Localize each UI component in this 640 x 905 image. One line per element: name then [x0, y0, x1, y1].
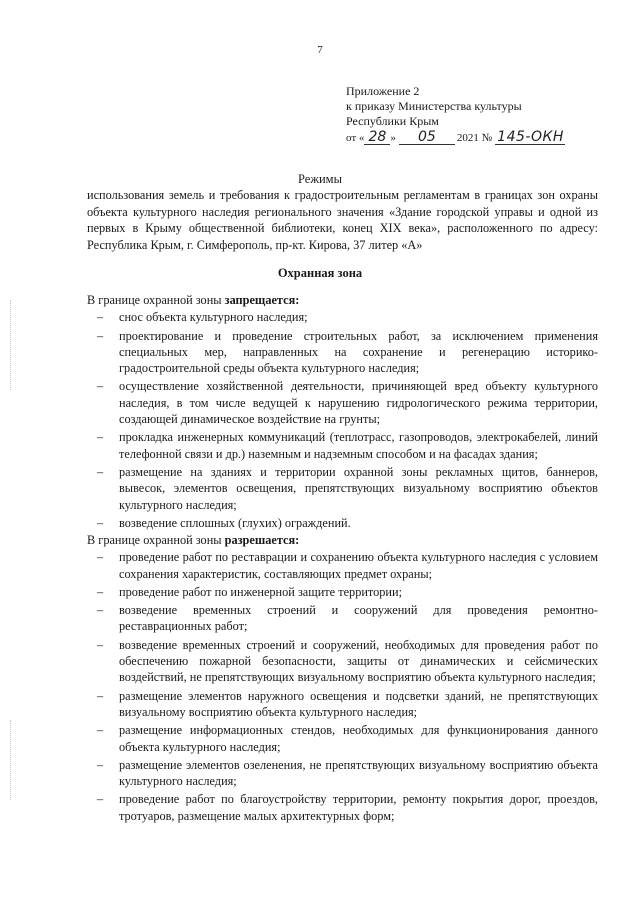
list-item — [87, 722, 598, 755]
date-year: 2021 № — [456, 132, 493, 144]
prohibited-lead-text: В границе охранной зоны — [87, 293, 225, 307]
handwritten-order-number: 145-ОКН — [497, 129, 564, 145]
page-number: 7 — [317, 44, 323, 56]
document-title: Режимы — [298, 172, 342, 186]
intro-paragraph: использования земель и требования к градостроительным регламентам в границах зон охраны объекта культурного наследия регионального значения «Здание городской управы и одной из первых в Крыму общественной библиотеки, конец XIX века», расположенного по адресу: Республика Крым, г. Симферополь, пр-кт. Кирова, 37 литер «А» — [87, 188, 598, 252]
dash-marker: – — [97, 688, 104, 703]
dash-marker: – — [97, 723, 104, 738]
permitted-lead-text: В границе охранной зоны — [87, 533, 225, 547]
list-item-text: размещение информационных стендов, необходимых для функционирования данного объекта культурного наследия; — [119, 723, 598, 754]
prohibited-lead-bold: запрещается: — [224, 293, 300, 307]
list-item-text: снос объекта культурного наследия; — [119, 310, 308, 325]
list-item-text: осуществление хозяйственной деятельности, причиняющей вред объекту культурного наследия, в том числе ведущей к нарушению гидрологического режима территории, создающей динамическое воздействие на грунты; — [119, 379, 598, 427]
list-item-text: проведение работ по инженерной защите территории; — [119, 584, 403, 599]
dash-marker: – — [97, 637, 104, 652]
date-prefix: от « — [346, 132, 365, 144]
dash-marker: – — [97, 757, 104, 772]
dash-marker: – — [97, 310, 104, 325]
dash-marker: – — [97, 550, 104, 565]
list-item — [87, 688, 598, 721]
list-item — [87, 328, 598, 377]
list-item-text: проведение работ по реставрации и сохранению объекта культурного наследия с условием сохранения характеристик, составляющих предмет охраны; — [119, 550, 598, 581]
list-item-text: размещение элементов наружного освещения и подсветки зданий, не препятствующих визуальному восприятию объекта культурного наследия; — [119, 688, 598, 719]
prohibited-list — [87, 309, 598, 531]
prohibited-block — [87, 292, 598, 533]
appendix-header — [346, 84, 565, 146]
list-item — [87, 549, 598, 582]
list-item — [87, 429, 598, 462]
list-item — [87, 378, 598, 427]
list-item — [87, 309, 598, 325]
list-item-text: проектирование и проведение строительных работ, за исключением применения специальных мер, направленных на сохранение и регенерацию историко-градостроительной среды объекта культурного наследия; — [119, 328, 598, 376]
permitted-lead-bold: разрешается: — [224, 533, 300, 547]
dash-marker: – — [97, 328, 104, 343]
appendix-line-1: Приложение 2 — [346, 84, 420, 98]
dash-marker: – — [97, 464, 104, 479]
list-item — [87, 515, 598, 531]
date-mid: » — [390, 132, 396, 144]
dash-marker: – — [97, 603, 104, 618]
permitted-lead — [87, 532, 598, 548]
dash-marker: – — [97, 515, 104, 530]
appendix-line-2: к приказу Министерства культуры — [346, 99, 522, 113]
list-item — [87, 602, 598, 635]
handwritten-day: 28 — [364, 130, 390, 145]
list-item — [87, 757, 598, 790]
list-item — [87, 791, 598, 824]
dash-marker: – — [97, 792, 104, 807]
order-date-line — [346, 130, 565, 146]
scan-margin-marks — [10, 300, 13, 390]
prohibited-lead — [87, 292, 598, 308]
list-item-text: возведение сплошных (глухих) ограждений. — [119, 515, 351, 530]
list-item-text: размещение элементов озеленения, не препятствующих визуальному восприятию объекта культурного наследия; — [119, 757, 598, 789]
permitted-block — [87, 532, 598, 826]
list-item-text: проведение работ по благоустройству территории, ремонту покрытия дорог, проездов, тротуаров, размещение малых архитектурных форм; — [119, 792, 598, 823]
list-item-text: размещение на зданиях и территории охранной зоны рекламных щитов, баннеров, вывесок, элементов освещения, препятствующих визуальному восприятию объектов культурного наследия; — [119, 464, 598, 512]
section-heading: Охранная зона — [277, 266, 363, 280]
list-item — [87, 464, 598, 513]
list-item-text: возведение временных строений и сооружений для проведения ремонтно-реставрационных работ; — [119, 603, 598, 634]
list-item-text: возведение временных строений и сооружений, необходимых для проведения работ по обеспечению пожарной безопасности, защиты от динамических и сейсмических воздействий, не препятствующих визуальному восприятию объекта культурного наследия; — [119, 637, 598, 685]
dash-marker: – — [97, 430, 104, 445]
list-item-text: прокладка инженерных коммуникаций (теплотрасс, газопроводов, электрокабелей, линий телефонной связи и др.) наземным и надземным способом и на фасадах здания; — [119, 430, 598, 461]
handwritten-month: 05 — [399, 130, 455, 145]
list-item — [87, 584, 598, 600]
permitted-list — [87, 549, 598, 824]
dash-marker: – — [97, 379, 104, 394]
list-item — [87, 637, 598, 686]
scan-margin-marks — [10, 720, 13, 800]
dash-marker: – — [97, 584, 104, 599]
appendix-line-3: Республики Крым — [346, 114, 439, 128]
